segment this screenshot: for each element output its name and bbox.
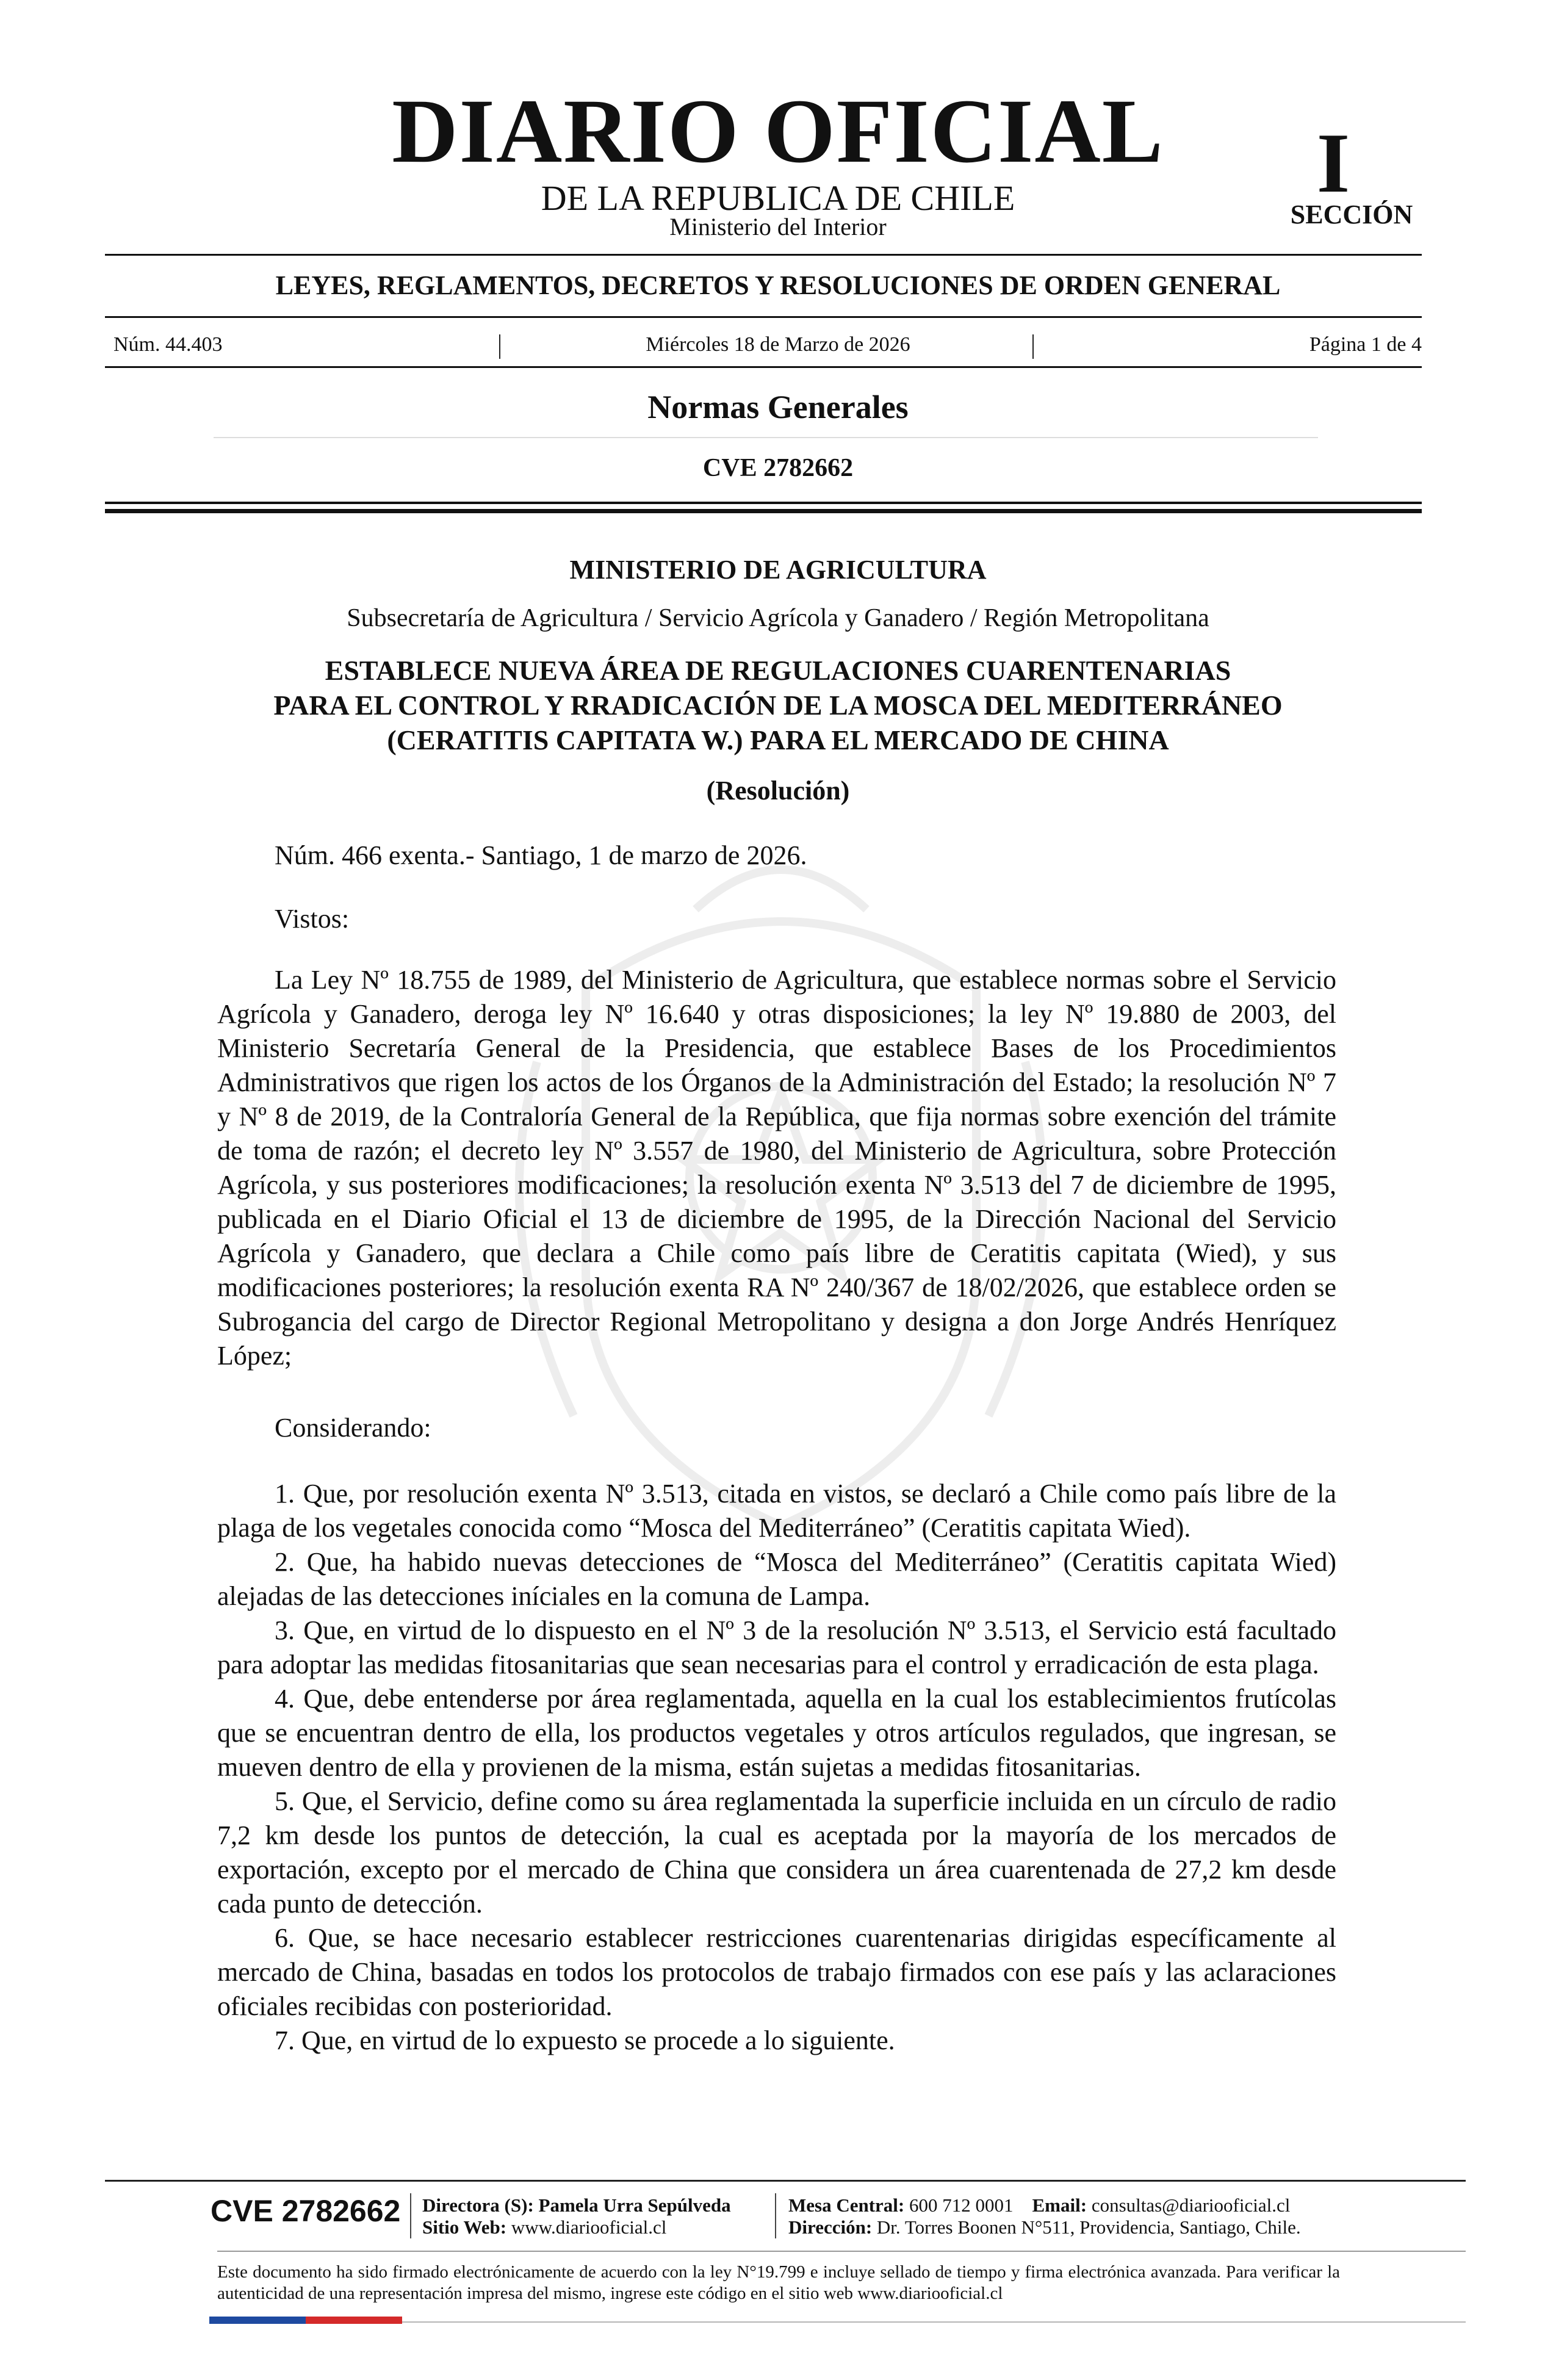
double-rule-bottom: [105, 509, 1422, 513]
category-heading: LEYES, REGLAMENTOS, DECRETOS Y RESOLUCIONES DE ORDEN GENERAL: [275, 270, 1281, 300]
footer-director-column: [422, 2194, 731, 2238]
vistos-label: Vistos:: [275, 904, 350, 934]
resolution-title-line: ESTABLECE NUEVA ÁREA DE REGULACIONES CUARENTENARIAS: [325, 655, 1231, 686]
phone-value: 600 712 0001: [909, 2194, 1014, 2216]
web-link[interactable]: www.diariooficial.cl: [511, 2216, 667, 2238]
footer-contact-column: [788, 2194, 1301, 2238]
header-rule: [105, 254, 1422, 256]
issuing-ministry: MINISTERIO DE AGRICULTURA: [569, 555, 987, 585]
footer-notice-rule: [217, 2251, 1466, 2252]
resolution-title: [0, 653, 1556, 757]
footer-separator: [410, 2193, 411, 2238]
document-cve: CVE 2782662: [702, 454, 854, 482]
footer-separator: [775, 2193, 776, 2238]
section-number: I: [1316, 116, 1350, 211]
category-rule: [105, 316, 1422, 318]
considerando-label: Considerando:: [275, 1413, 431, 1443]
section-heading: Normas Generales: [647, 389, 909, 425]
considerando-item: 7. Que, en virtud de lo expuesto se procede a lo siguiente.: [275, 2025, 895, 2055]
issue-separator: [1032, 334, 1034, 359]
resolution-title-line: (CERATITIS CAPITATA W.) PARA EL MERCADO DE CHINA: [387, 724, 1169, 755]
considerando-item: 1. Que, por resolución exenta Nº 3.513, citada en vistos, se declaró a Chile como país libre de la plaga de los vegetales conocida como “Mosca del Mediterráneo” (Ceratitis capitata Wied).: [217, 1479, 1336, 1543]
section-label: SECCIÓN: [1290, 200, 1413, 229]
flag-stripe-red: [306, 2317, 402, 2324]
email-link[interactable]: consultas@diariooficial.cl: [1091, 2194, 1291, 2216]
director-label: Directora (S):: [422, 2194, 534, 2216]
document-type: (Resolución): [706, 776, 850, 806]
footer-cve: CVE 2782662: [211, 2194, 401, 2228]
vistos-paragraph: La Ley Nº 18.755 de 1989, del Ministerio de Agricultura, que establece normas sobre el Servicio Agrícola y Ganadero, deroga ley Nº 16.640 y otras disposiciones; la ley Nº 19.880 de 2003, del Ministerio Secretaría General de la Presidencia, que establece Bases de los Procedimientos Administrativos que rigen los actos de los Órganos de la Administración del Estado; la resolución Nº 7 y Nº 8 de 2019, de la Contraloría General de la República, que fija normas sobre exención del trámite de toma de razón; el decreto ley Nº 3.557 de 1980, del Ministerio de Agricultura, sobre Protección Agrícola, y sus posteriores modificaciones; la resolución exenta Nº 3.513 del 7 de diciembre de 1995, publicada en el Diario Oficial el 13 de diciembre de 1995, de la Dirección Nacional del Servicio Agrícola y Ganadero, que declara a Chile como país libre de Ceratitis capitata (Wied), y sus modificaciones posteriores; la resolución exenta RA Nº 240/367 de 18/02/2026, que establece orden se Subrogancia del cargo de Director Regional Metropolitano y designa a don Jorge Andrés Henríquez López;: [217, 965, 1336, 1371]
considerando-item: 4. Que, debe entenderse por área reglamentada, aquella en la cual los establecimientos frutícolas que se encuentran dentro de ella, los productos vegetales y otros artículos regulados, que ingresan, se mueven dentro de ella y provienen de la misma, están sujetas a medidas fitosanitarias.: [217, 1684, 1336, 1782]
resolution-number-line: Núm. 466 exenta.- Santiago, 1 de marzo de 2026.: [275, 840, 807, 870]
considerando-item: 5. Que, el Servicio, define como su área reglamentada la superficie incluida en un círculo de radio 7,2 km desde los puntos de detección, la cual es aceptada por la mayoría de los mercados de exportación, excepto por el mercado de China que considera un área cuarentenada de 27,2 km desde cada punto de detección.: [217, 1786, 1336, 1919]
masthead-subtitle: DE LA REPUBLICA DE CHILE: [541, 178, 1015, 218]
considerando-item: 6. Que, se hace necesario establecer restricciones cuarentenarias dirigidas específicamente al mercado de China, basadas en todos los protocolos de trabajo firmados con ese país y las aclaraciones oficiales recibidas con posterioridad.: [217, 1923, 1336, 2021]
section-divider: [214, 437, 1318, 438]
email-label: Email:: [1032, 2194, 1087, 2216]
double-rule-top: [105, 502, 1422, 504]
masthead-ministry: Ministerio del Interior: [669, 213, 887, 240]
web-label: Sitio Web:: [422, 2216, 507, 2238]
flag-stripe-blue: [209, 2317, 306, 2324]
signature-notice: Este documento ha sido firmado electrónicamente de acuerdo con la ley N°19.799 e incluye sellado de tiempo y firma electrónica avanzada. Para verificar la autenticidad de una representación impresa del mismo, ingrese este código en el sitio web www.diariooficial.cl: [217, 2262, 1340, 2303]
issue-rule: [105, 366, 1422, 368]
considerando-item: 2. Que, ha habido nuevas detecciones de “Mosca del Mediterráneo” (Ceratitis capitata Wied) alejadas de las detecciones iníciales en la comuna de Lampa.: [217, 1547, 1336, 1611]
footer-rule: [105, 2180, 1466, 2182]
issue-page: Página 1 de 4: [1309, 333, 1422, 356]
subsecretariat: Subsecretaría de Agricultura / Servicio Agrícola y Ganadero / Región Metropolitana: [347, 604, 1209, 632]
address-value: Dr. Torres Boonen N°511, Providencia, Santiago, Chile.: [876, 2216, 1301, 2238]
phone-label: Mesa Central:: [788, 2194, 905, 2216]
issue-number: Núm. 44.403: [113, 333, 223, 356]
considerando-item: 3. Que, en virtud de lo dispuesto en el Nº 3 de la resolución Nº 3.513, el Servicio está facultado para adoptar las medidas fitosanitarias que sean necesarias para el control y erradicación de esta plaga.: [217, 1615, 1336, 1679]
director-name: Pamela Urra Sepúlveda: [538, 2194, 731, 2216]
masthead-title: DIARIO OFICIAL: [392, 81, 1164, 182]
address-label: Dirección:: [788, 2216, 873, 2238]
issue-date: Miércoles 18 de Marzo de 2026: [646, 333, 910, 356]
resolution-title-line: PARA EL CONTROL Y RRADICACIÓN DE LA MOSCA DEL MEDITERRÁNEO: [273, 690, 1283, 721]
considerandos-list: [217, 1477, 1336, 2058]
